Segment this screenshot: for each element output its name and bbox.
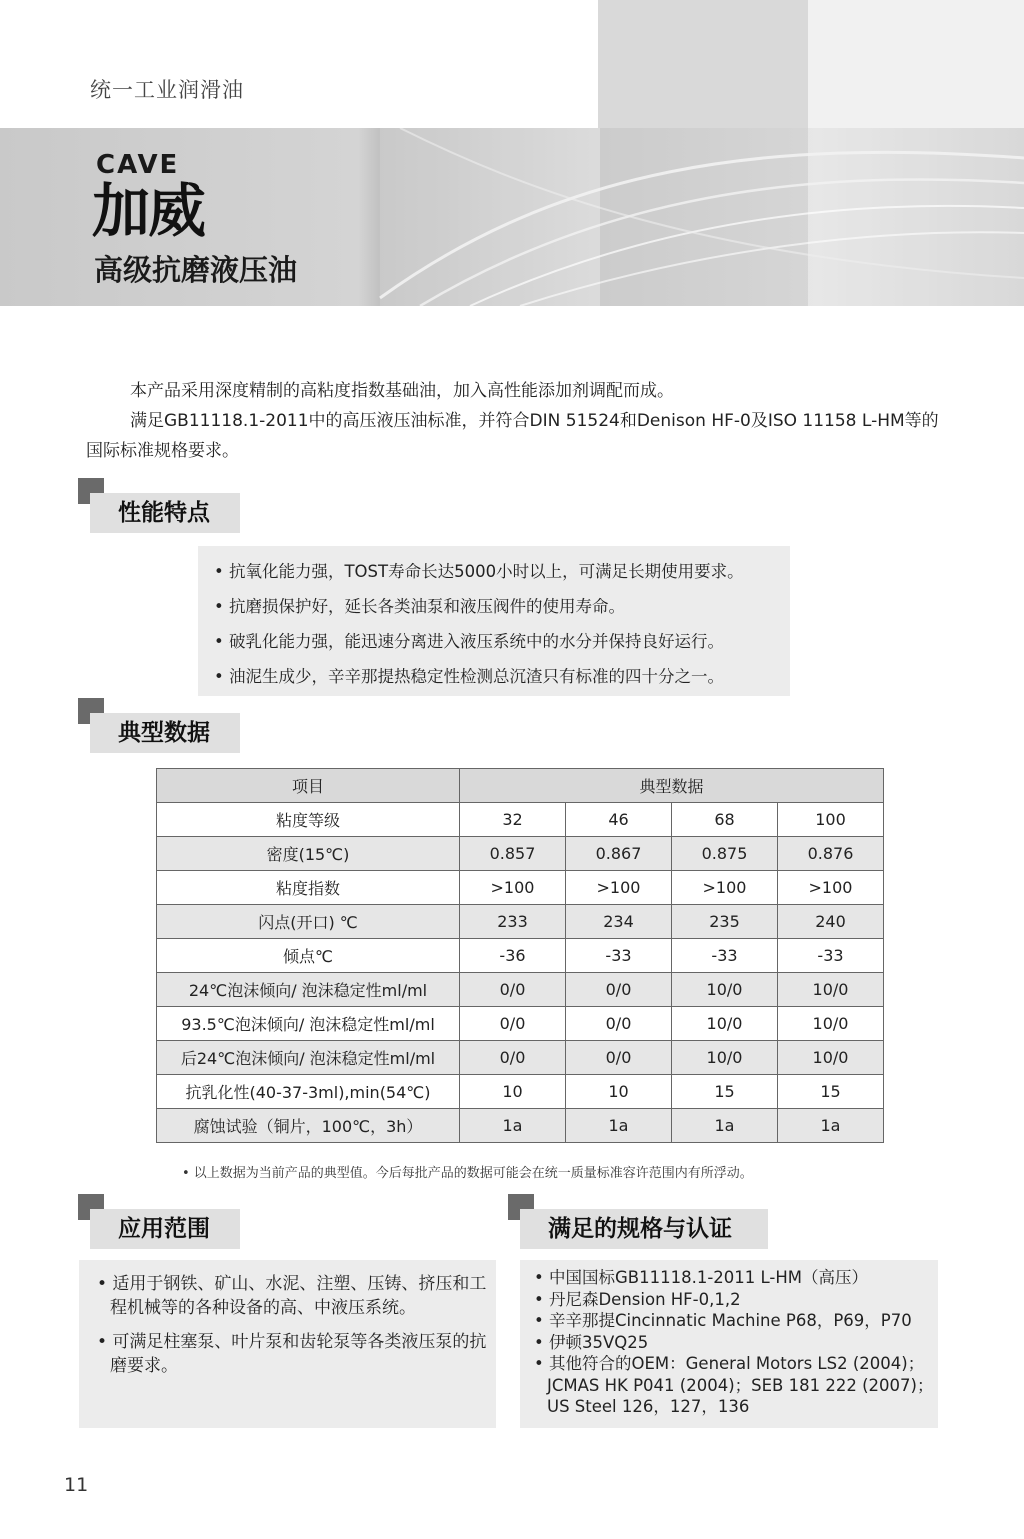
table-cell-value: 1a [672, 1109, 778, 1143]
table-row [157, 939, 884, 973]
spec-item: • 辛辛那提Cincinnatic Machine P68，P69，P70 [534, 1311, 912, 1330]
spec-item: • 其他符合的OEM：General Motors LS2 (2004)；JCMAS HK P041 (2004)；SEB 181 222 (2007)；US Steel 126，127，136 [534, 1354, 934, 1416]
table-cell-value: 10 [460, 1075, 566, 1109]
decor-block [808, 0, 1024, 128]
brand-chinese: 加威 [92, 177, 205, 245]
table-cell-value: 234 [566, 905, 672, 939]
table-cell-value: 1a [460, 1109, 566, 1143]
table-cell-value: 0/0 [566, 1041, 672, 1075]
table-body [157, 803, 884, 1143]
table-cell-value: 0/0 [566, 973, 672, 1007]
table-cell-value: 1a [778, 1109, 884, 1143]
table-cell-value: 10/0 [672, 1007, 778, 1041]
table-cell-item: 抗乳化性(40-37-3ml),min(54℃) [157, 1075, 460, 1109]
table-cell-value: >100 [460, 871, 566, 905]
feature-item: • 抗氧化能力强，TOST寿命长达5000小时以上，可满足长期使用要求。 [214, 562, 744, 581]
table-row [157, 871, 884, 905]
table-row [157, 1041, 884, 1075]
table-cell-value: 240 [778, 905, 884, 939]
feature-item: • 油泥生成少，辛辛那提热稳定性检测总沉渣只有标准的四十分之一。 [214, 667, 724, 686]
section-heading-application: 应用范围 [90, 1209, 240, 1249]
typical-data-table [156, 768, 884, 1143]
section-heading-features: 性能特点 [90, 493, 240, 533]
table-cell-item: 后24℃泡沫倾向/ 泡沫稳定性ml/ml [157, 1041, 460, 1075]
series-title: 统一工业润滑油 [90, 78, 244, 102]
table-cell-value: 0/0 [460, 1007, 566, 1041]
table-cell-item: 93.5℃泡沫倾向/ 泡沫稳定性ml/ml [157, 1007, 460, 1041]
spec-item: • 丹尼森Dension HF-0,1,2 [534, 1289, 741, 1309]
table-cell-value: 10/0 [778, 973, 884, 1007]
table-cell-value: 0/0 [460, 1041, 566, 1075]
table-cell-value: 10/0 [672, 973, 778, 1007]
table-cell-value: 100 [778, 803, 884, 837]
table-cell-value: 0.867 [566, 837, 672, 871]
table-row [157, 1007, 884, 1041]
feature-item: • 破乳化能力强，能迅速分离进入液压系统中的水分并保持良好运行。 [214, 632, 724, 651]
table-cell-value: >100 [778, 871, 884, 905]
table-cell-value: 15 [778, 1075, 884, 1109]
table-cell-item: 24℃泡沫倾向/ 泡沫稳定性ml/ml [157, 973, 460, 1007]
application-item: • 可满足柱塞泵、叶片泵和齿轮泵等各类液压泵的抗磨要求。 [97, 1332, 487, 1376]
table-row [157, 905, 884, 939]
table-cell-value: 0/0 [566, 1007, 672, 1041]
intro-text [86, 376, 946, 466]
section-heading-specs: 满足的规格与认证 [520, 1209, 768, 1249]
table-cell-value: -36 [460, 939, 566, 973]
table-header-item: 项目 [157, 769, 460, 803]
table-cell-value: 32 [460, 803, 566, 837]
application-box [79, 1260, 496, 1428]
feature-item: • 抗磨损保护好，延长各类油泵和液压阀件的使用寿命。 [214, 597, 625, 616]
table-cell-value: -33 [566, 939, 672, 973]
table-cell-value: 46 [566, 803, 672, 837]
application-item: • 适用于钢铁、矿山、水泥、注塑、压铸、挤压和工程机械等的各种设备的高、中液压系统。 [97, 1274, 487, 1318]
table-cell-value: 10/0 [778, 1007, 884, 1041]
table-cell-value: 235 [672, 905, 778, 939]
table-cell-value: >100 [566, 871, 672, 905]
table-cell-value: 233 [460, 905, 566, 939]
table-header-data: 典型数据 [460, 769, 884, 803]
table-cell-value: -33 [778, 939, 884, 973]
table-cell-value: 1a [566, 1109, 672, 1143]
table-cell-item: 腐蚀试验（铜片，100℃，3h） [157, 1109, 460, 1143]
table-cell-value: 0.875 [672, 837, 778, 871]
table-cell-value: 0.876 [778, 837, 884, 871]
table-cell-value: 10/0 [672, 1041, 778, 1075]
section-heading-typical-data: 典型数据 [90, 713, 240, 753]
table-row [157, 837, 884, 871]
table-cell-value: >100 [672, 871, 778, 905]
intro-line-2: 满足GB11118.1-2011中的高压液压油标准，并符合DIN 51524和Denison HF-0及ISO 11158 L-HM等的国际标准规格要求。 [86, 411, 939, 461]
table-cell-item: 闪点(开口) ℃ [157, 905, 460, 939]
table-row [157, 803, 884, 837]
specs-box [520, 1260, 938, 1428]
table-cell-value: 68 [672, 803, 778, 837]
table-row [157, 1109, 884, 1143]
table-cell-value: 15 [672, 1075, 778, 1109]
decor-block [598, 0, 808, 128]
table-cell-item: 倾点℃ [157, 939, 460, 973]
spec-item: • 中国国标GB11118.1-2011 L-HM（高压） [534, 1268, 869, 1287]
table-row [157, 973, 884, 1007]
table-cell-item: 粘度指数 [157, 871, 460, 905]
brand-english: CAVE [96, 150, 180, 180]
table-row [157, 1075, 884, 1109]
table-cell-value: -33 [672, 939, 778, 973]
page-number: 11 [64, 1474, 89, 1496]
table-cell-item: 密度(15℃) [157, 837, 460, 871]
table-note: • 以上数据为当前产品的典型值。今后每批产品的数据可能会在统一质量标准容许范围内有所浮动。 [182, 1166, 753, 1181]
table-cell-item: 粘度等级 [157, 803, 460, 837]
table-cell-value: 0/0 [460, 973, 566, 1007]
features-box [198, 546, 790, 696]
table-cell-value: 10 [566, 1075, 672, 1109]
table-cell-value: 0.857 [460, 837, 566, 871]
spec-item: • 伊顿35VQ25 [534, 1332, 649, 1352]
intro-line-1: 本产品采用深度精制的高粘度指数基础油，加入高性能添加剂调配而成。 [130, 381, 674, 401]
table-cell-value: 10/0 [778, 1041, 884, 1075]
product-name: 高级抗磨液压油 [94, 253, 298, 287]
